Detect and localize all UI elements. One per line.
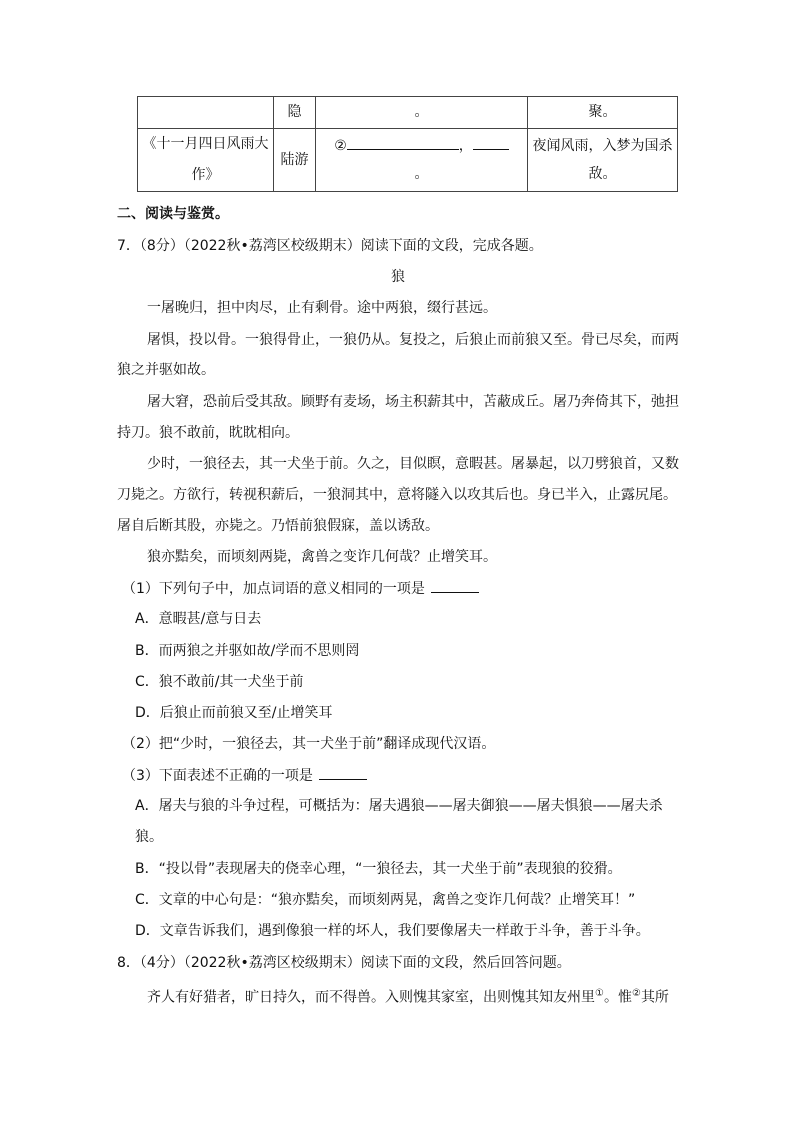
passage-paragraph: 狼亦黠矣，而顷刻两毙，禽兽之变诈几何哉？止增笑耳。 <box>147 549 497 565</box>
answer-blank[interactable] <box>347 133 459 150</box>
table-row <box>138 97 678 129</box>
option-c: C．狼不敢前/其一犬坐于前 <box>135 674 304 690</box>
footnote-marker: ① <box>595 988 604 999</box>
passage-paragraph: 屠惧，投以骨。一狼得骨止，一狼仍从。复投之，后狼止而前狼又至。骨已尽矣，而两 <box>147 332 679 348</box>
poem-title-cell: 《十一月四日风雨大作》 <box>138 129 274 192</box>
poet-cell: 陆游 <box>274 129 316 192</box>
passage-paragraph: 狼之并驱如故。 <box>117 362 215 378</box>
option-a: A．意暇甚/意与日去 <box>135 611 262 627</box>
table-row <box>138 129 678 192</box>
comma: ， <box>458 138 473 154</box>
sub-question-2: （2）把“少时，一狼径去，其一犬坐于前”翻译成现代汉语。 <box>122 736 496 752</box>
option-d: D．后狼止而前狼又至/止增笑耳 <box>135 705 333 721</box>
option-a: A．屠夫与狼的斗争过程，可概括为：屠夫遇狼——屠夫御狼——屠夫惧狼——屠夫杀 <box>135 798 663 814</box>
footnote-marker: ② <box>631 988 641 999</box>
sub-question-text: （3）下面表述不正确的一项是 <box>122 768 313 784</box>
table-cell: 。 <box>316 97 528 129</box>
passage-paragraph: 持刀。狼不敢前，眈眈相向。 <box>117 425 299 441</box>
passage-text: 齐人有好猎者，旷日持久，而不得兽。入则愧其家室，出则愧其知友州里 <box>147 989 595 1006</box>
passage-paragraph <box>147 984 669 1008</box>
answer-blank[interactable] <box>319 765 367 780</box>
passage-title: 狼 <box>391 269 405 285</box>
poem-table <box>137 96 678 192</box>
option-b: B．而两狼之并驱如故/学而不思则罔 <box>135 643 360 659</box>
question-8-stem: 8．（4分）（2022秋•荔湾区校级期末）阅读下面的文段，然后回答问题。 <box>117 955 571 971</box>
fill-in-cell <box>316 129 528 192</box>
sub-question-3 <box>122 765 367 786</box>
passage-paragraph: 一屠晚归，担中肉尽，止有剩骨。途中两狼，缀行甚远。 <box>147 300 497 316</box>
answer-blank[interactable] <box>431 578 479 593</box>
passage-paragraph: 刀毙之。方欲行，转视积薪后，一狼洞其中，意将隧入以攻其后也。身已半入，止露尻尾。 <box>117 487 677 503</box>
option-b: B．“投以骨”表现屠夫的侥幸心理，“一狼径去，其一犬坐于前”表现狼的狡猾。 <box>135 861 622 877</box>
sub-question-1 <box>122 578 479 599</box>
passage-paragraph: 少时，一狼径去，其一犬坐于前。久之，目似瞑，意暇甚。屠暴起，以刀劈狼首，又数 <box>147 456 679 472</box>
table-cell: 聚。 <box>528 97 678 129</box>
answer-blank[interactable] <box>473 133 509 150</box>
period: 。 <box>414 166 429 182</box>
passage-paragraph: 屠大窘，恐前后受其敌。顾野有麦场，场主积薪其中，苫蔽成丘。屠乃奔倚其下，弛担 <box>147 394 679 410</box>
sub-question-text: （1）下列句子中，加点词语的意义相同的一项是 <box>122 581 425 597</box>
section-heading: 二、阅读与鉴赏。 <box>117 206 229 222</box>
option-a-continued: 狼。 <box>135 829 163 845</box>
question-7-stem: 7．（8分）（2022秋•荔湾区校级期末）阅读下面的文段，完成各题。 <box>117 238 543 254</box>
table-cell <box>138 97 274 129</box>
option-c: C．文章的中心句是：“狼亦黠矣，而顷刻两晃，禽兽之变诈几何哉？止增笑耳！” <box>135 892 636 908</box>
passage-paragraph: 屠自后断其股，亦毙之。乃悟前狼假寐，盖以诱敌。 <box>117 518 439 534</box>
option-d: D．文章告诉我们，遇到像狼一样的坏人，我们要像屠夫一样敢于斗争，善于斗争。 <box>135 923 650 939</box>
table-cell: 夜闻风雨，入梦为国杀敌。 <box>528 129 678 192</box>
circled-number: ② <box>334 138 347 154</box>
passage-text: 其所 <box>640 989 669 1006</box>
table-cell: 隐 <box>274 97 316 129</box>
passage-text: 。惟 <box>603 989 632 1006</box>
